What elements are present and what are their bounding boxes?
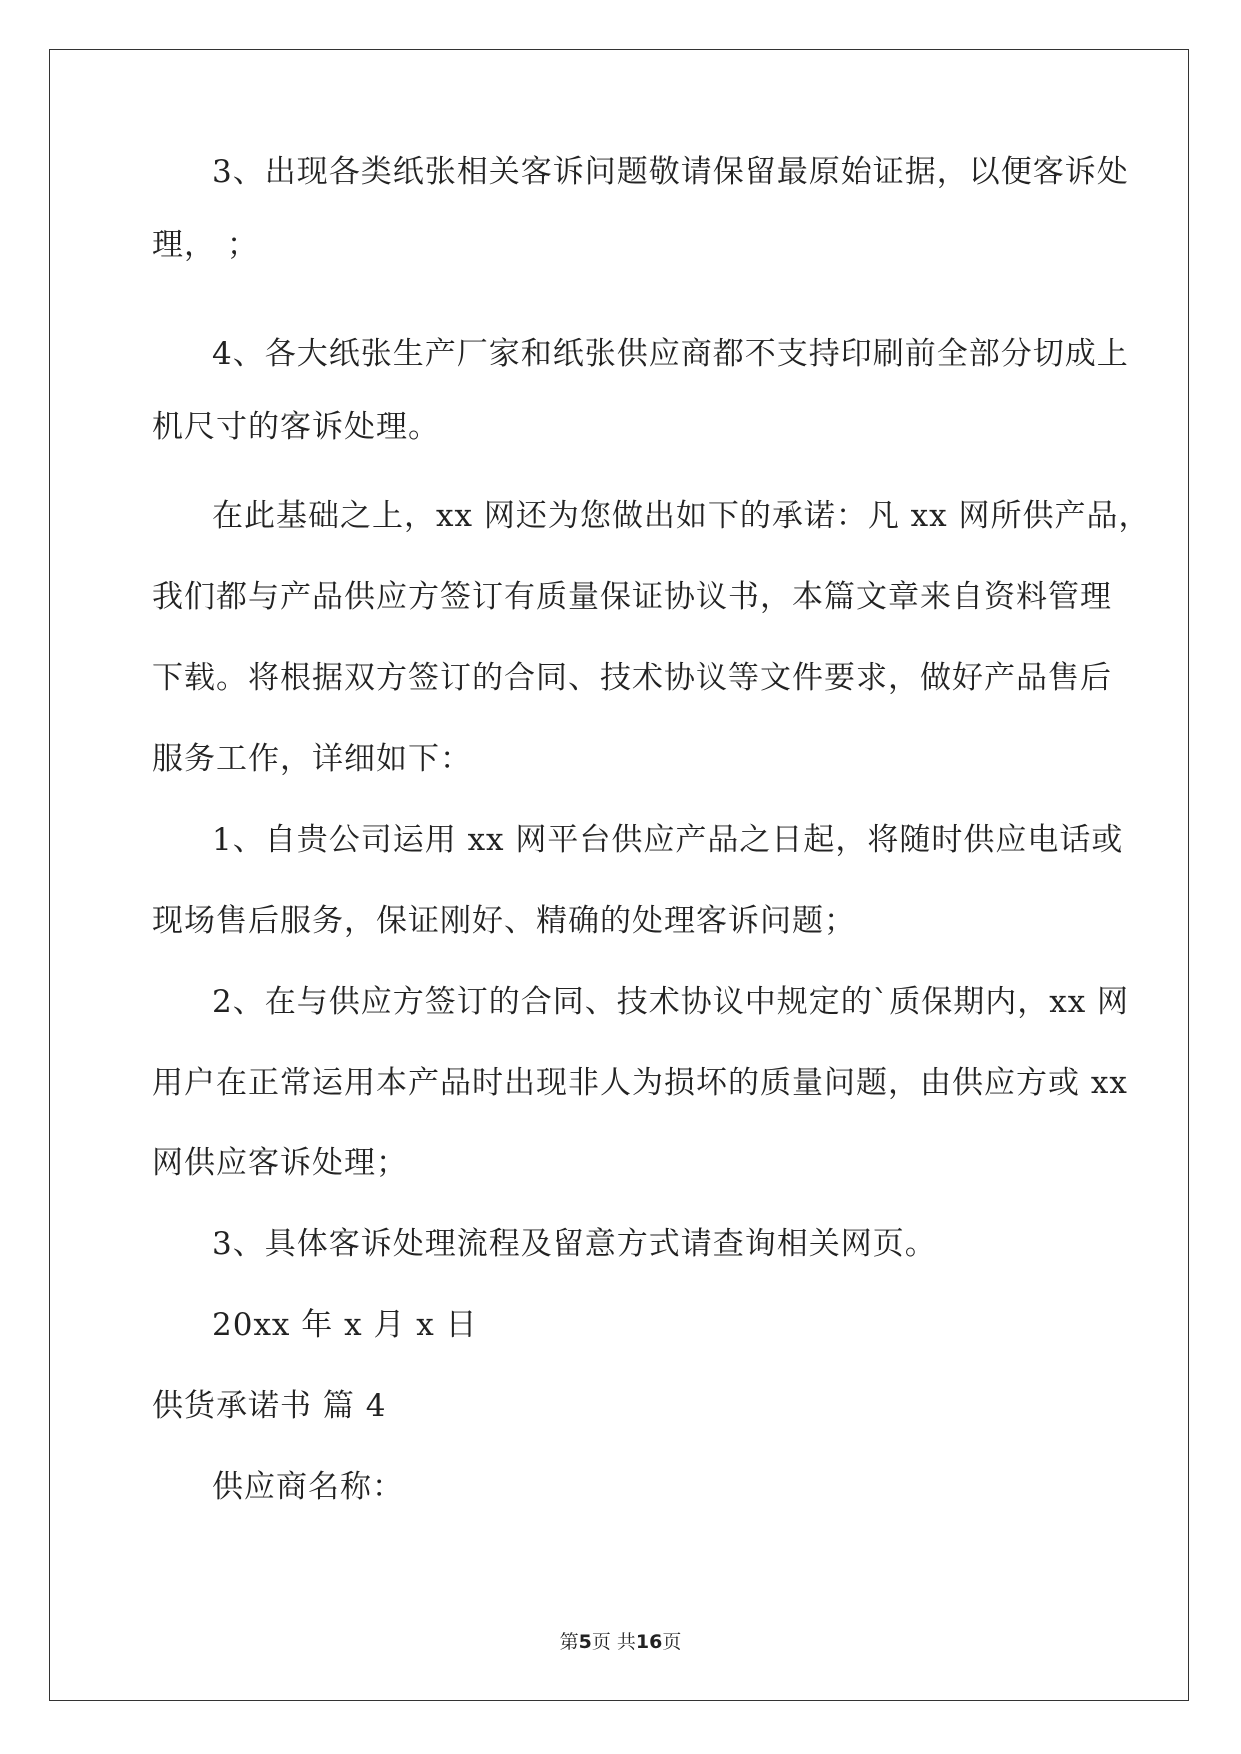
paragraph-line: 我们都与产品供应方签订有质量保证协议书，本篇文章来自资料管理: [152, 579, 1112, 615]
paragraph-line: 在此基础之上，xx 网还为您做出如下的承诺：凡 xx 网所供产品，: [212, 498, 1151, 534]
paragraph-line: 用户在正常运用本产品时出现非人为损坏的质量问题，由供应方或 xx: [152, 1065, 1128, 1101]
paragraph-line: 理， ；: [152, 227, 259, 263]
paragraph-line: 3、出现各类纸张相关客诉问题敬请保留最原始证据，以便客诉处: [212, 154, 1129, 190]
page-border: [49, 49, 1189, 1701]
paragraph-line: 机尺寸的客诉处理。: [152, 409, 440, 445]
paragraph-line: 2、在与供应方签订的合同、技术协议中规定的`质保期内，xx 网: [212, 984, 1130, 1020]
date-line: 20xx 年 x 月 x 日: [212, 1307, 478, 1343]
paragraph-line: 网供应客诉处理；: [152, 1145, 408, 1181]
paragraph-line: 1、自贵公司运用 xx 网平台供应产品之日起，将随时供应电话或: [212, 822, 1124, 858]
footer-mid: 页 共: [591, 1631, 636, 1653]
footer-total-pages: 16: [635, 1631, 663, 1653]
paragraph-line: 4、各大纸张生产厂家和纸张供应商都不支持印刷前全部分切成上: [212, 336, 1129, 372]
paragraph-line: 下载。将根据双方签订的合同、技术协议等文件要求，做好产品售后: [152, 660, 1112, 696]
page-footer: [0, 1630, 1241, 1654]
paragraph-line: 现场售后服务，保证刚好、精确的处理客诉问题；: [152, 903, 856, 939]
footer-page-number: 5: [578, 1631, 592, 1653]
footer-prefix: 第: [559, 1631, 579, 1653]
paragraph-line: 服务工作，详细如下：: [152, 741, 472, 777]
section-heading: 供货承诺书 篇 4: [152, 1388, 387, 1424]
paragraph-line: 3、具体客诉处理流程及留意方式请查询相关网页。: [212, 1226, 937, 1262]
footer-suffix: 页: [662, 1631, 682, 1653]
paragraph-line: 供应商名称：: [212, 1469, 404, 1505]
